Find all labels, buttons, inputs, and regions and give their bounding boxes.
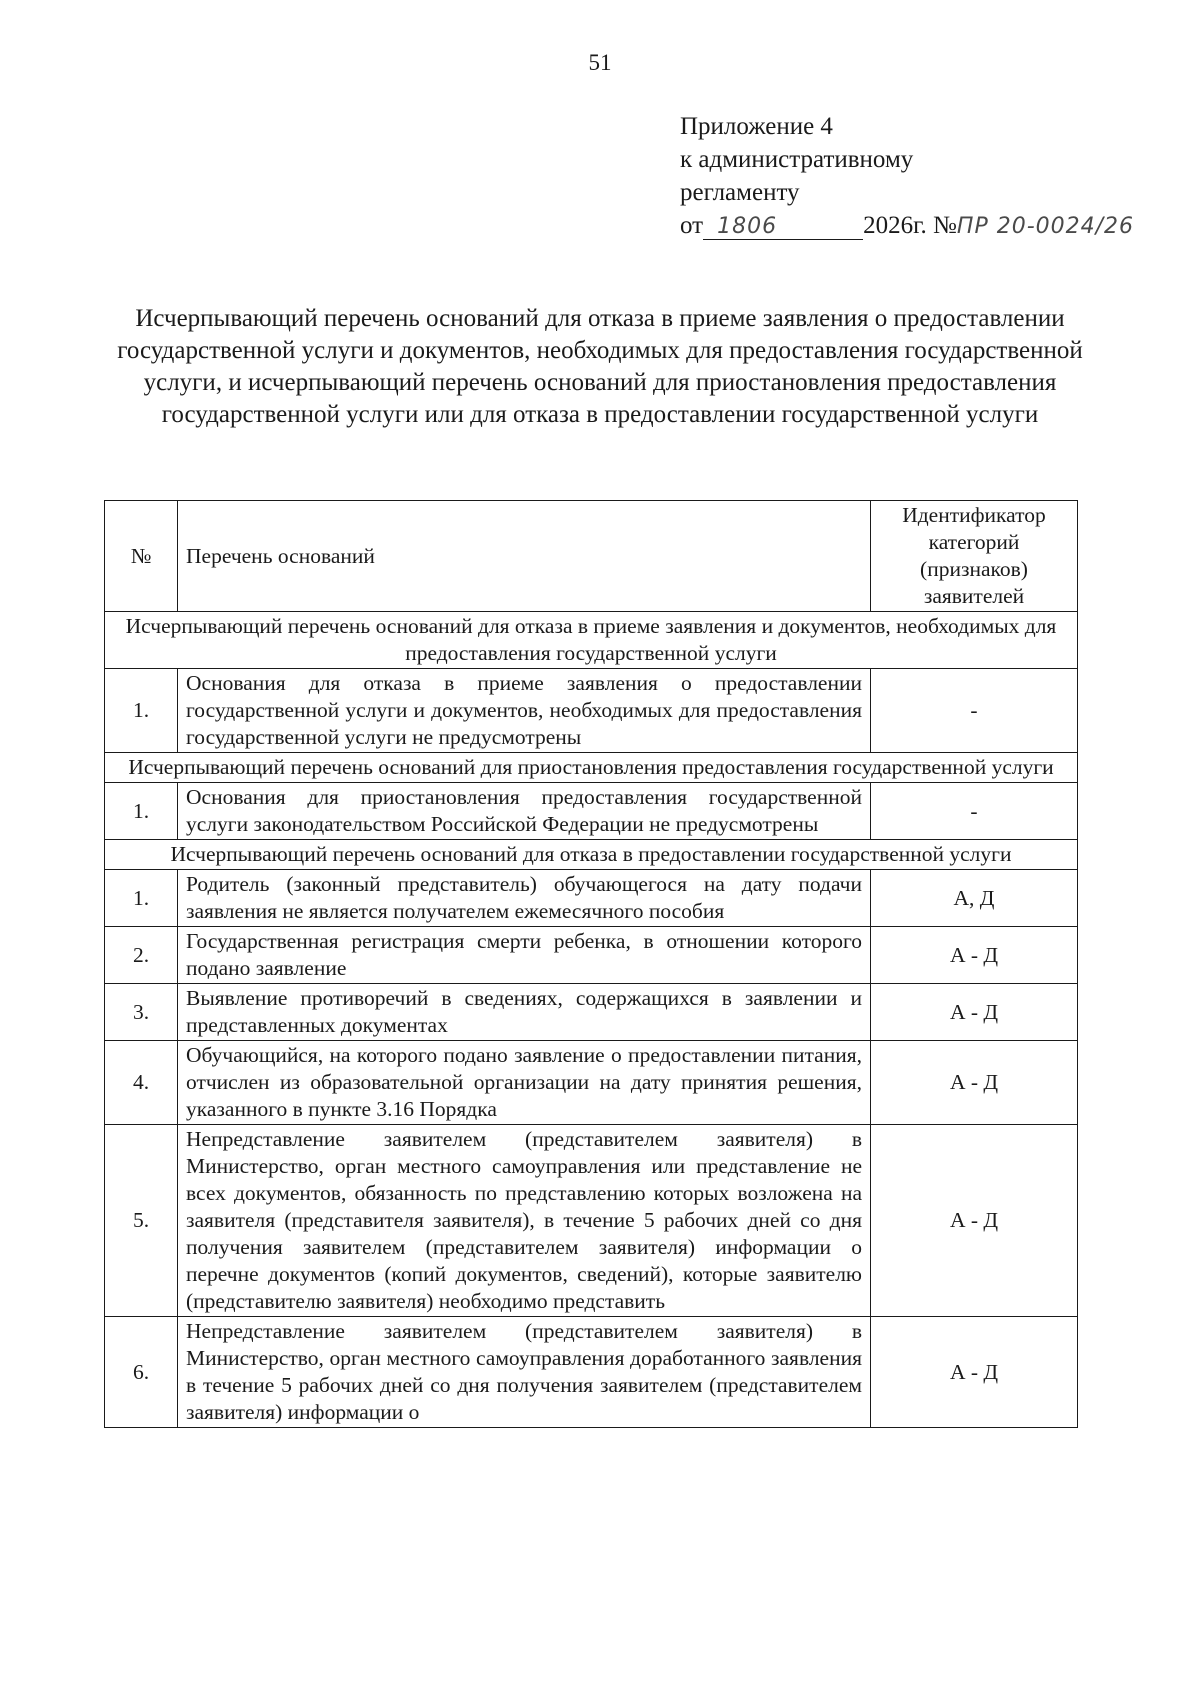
row-number: 2.: [105, 927, 178, 984]
row-text: Выявление противоречий в сведениях, содержащихся в заявлении и представленных документах: [178, 984, 871, 1041]
row-number: 1.: [105, 870, 178, 927]
row-category: А - Д: [871, 1041, 1078, 1125]
row-number: 4.: [105, 1041, 178, 1125]
table-header-row: [105, 501, 1078, 612]
handwritten-number: ПР 20-0024/26: [956, 214, 1135, 239]
table-row: [105, 1317, 1078, 1428]
page-number: 51: [588, 50, 612, 75]
row-number: 1.: [105, 783, 178, 840]
header-grounds: Перечень оснований: [178, 501, 871, 612]
year-text: 2026г. №: [863, 212, 957, 239]
row-category: А - Д: [871, 927, 1078, 984]
grounds-table: [104, 500, 1078, 1428]
section-heading: Исчерпывающий перечень оснований для приостановления предоставления государственной услуги: [105, 753, 1078, 783]
section-heading: Исчерпывающий перечень оснований для отказа в приеме заявления и документов, необходимых для предоставления государственной услуги: [105, 612, 1078, 669]
date-prefix: от: [680, 212, 704, 239]
row-text: Непредставление заявителем (представителем заявителя) в Министерство, орган местного самоуправления доработанного заявления в течение 5 рабочих дней со дня получения заявителем (представителем заявителя) информации о: [178, 1317, 871, 1428]
row-number: 5.: [105, 1125, 178, 1317]
header-number: №: [105, 501, 178, 612]
table-row: [105, 783, 1078, 840]
row-category: А, Д: [871, 870, 1078, 927]
row-text: Основания для отказа в приеме заявления о предоставлении государственной услуги и документов, необходимых для предоставления государственной услуги не предусмотрены: [178, 669, 871, 753]
table-row: [105, 927, 1078, 984]
row-category: -: [871, 669, 1078, 753]
appendix-date-line: [680, 209, 1134, 243]
handwritten-date: 1806: [703, 215, 863, 240]
row-category: А - Д: [871, 984, 1078, 1041]
row-text: Обучающийся, на которого подано заявление о предоставлении питания, отчислен из образовательной организации на дату принятия решения, указанного в пункте 3.16 Порядка: [178, 1041, 871, 1125]
row-category: А - Д: [871, 1317, 1078, 1428]
document-title: Исчерпывающий перечень оснований для отказа в приеме заявления о предоставлении государственной услуги и документов, необходимых для предоставления государственной услуги, и исчерпывающий перечень оснований для приостановления предоставления государственной услуги или для отказа в предоставлении государственной услуги: [117, 305, 1083, 428]
row-text: Непредставление заявителем (представителем заявителя) в Министерство, орган местного самоуправления или представление не всех документов, обязанность по представлению которых возложена на заявителя (представителя заявителя), в течение 5 рабочих дней со дня получения заявителем (представителем заявителя) информации о перечне документов (копий документов, сведений), которые заявителю (представителю заявителя) необходимо представить: [178, 1125, 871, 1317]
section-heading: Исчерпывающий перечень оснований для отказа в предоставлении государственной услуги: [105, 840, 1078, 870]
table-row: [105, 669, 1078, 753]
row-number: 1.: [105, 669, 178, 753]
table-row: [105, 1041, 1078, 1125]
section-heading-row: [105, 612, 1078, 669]
row-text: Основания для приостановления предоставления государственной услуги законодательством Российской Федерации не предусмотрены: [178, 783, 871, 840]
section-heading-row: [105, 840, 1078, 870]
appendix-line-1: Приложение 4: [680, 113, 833, 140]
row-number: 6.: [105, 1317, 178, 1428]
table-row: [105, 1125, 1078, 1317]
header-category: Идентификатор категорий (признаков) заявителей: [871, 501, 1078, 612]
appendix-header: [680, 110, 1134, 243]
row-text: Государственная регистрация смерти ребенка, в отношении которого подано заявление: [178, 927, 871, 984]
row-category: -: [871, 783, 1078, 840]
row-category: А - Д: [871, 1125, 1078, 1317]
appendix-line-2: к административному: [680, 146, 914, 173]
table-row: [105, 984, 1078, 1041]
row-number: 3.: [105, 984, 178, 1041]
row-text: Родитель (законный представитель) обучающегося на дату подачи заявления не является получателем ежемесячного пособия: [178, 870, 871, 927]
section-heading-row: [105, 753, 1078, 783]
table-row: [105, 870, 1078, 927]
appendix-line-3: регламенту: [680, 179, 800, 206]
